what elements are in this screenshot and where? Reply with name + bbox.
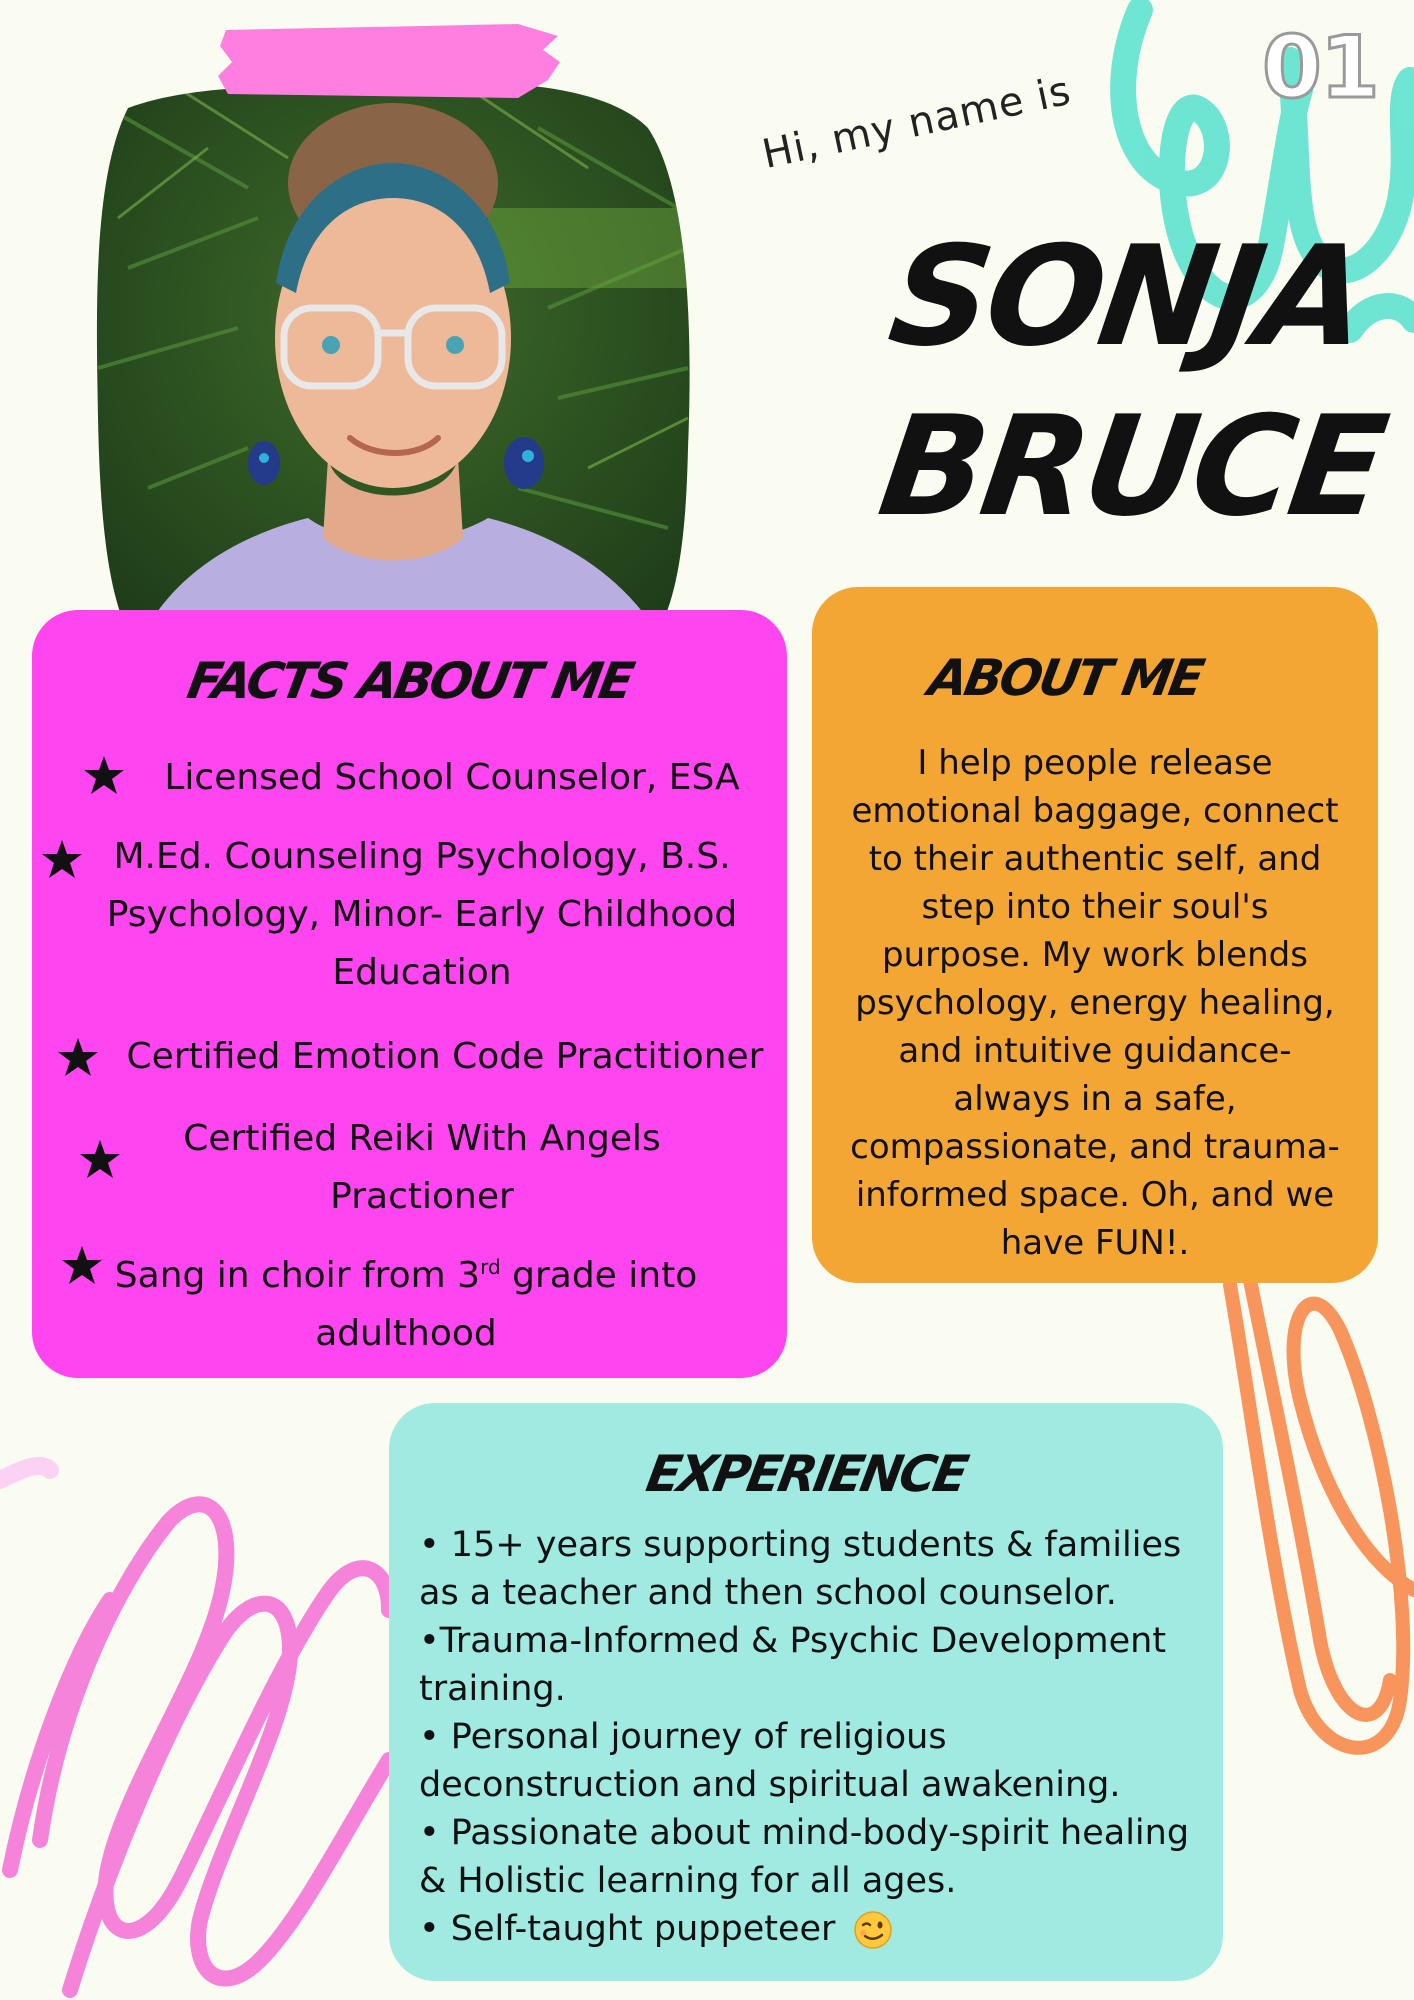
star-icon [56, 1036, 100, 1080]
fact-item: Certified Reiki With Angels Practioner [183, 1118, 661, 1217]
facts-card [32, 610, 787, 1378]
experience-line: as a teacher and then school counselor. [419, 1573, 1117, 1613]
about-text: I help people release emotional baggage, connect to their authentic self, and step into their soul's purpose. My work blends psychology, energy healing, and intuitive guidance- always in a safe, compassionate, and trauma- informed space. Oh, and we have FUN!. [850, 743, 1340, 1263]
last-name: BRUCE [870, 386, 1393, 547]
star-icon [78, 1138, 122, 1182]
fact-item: Certified Emotion Code Practitioner [126, 1036, 764, 1077]
first-name: SONJA [880, 216, 1374, 377]
experience-line: • Passionate about mind-body-spirit healing [419, 1813, 1190, 1853]
facts-title: FACTS ABOUT ME [183, 652, 636, 710]
experience-card [389, 1403, 1223, 1981]
profile-photo [88, 68, 698, 678]
greeting-text: Hi, my name is [758, 67, 1076, 178]
experience-line: training. [419, 1669, 566, 1709]
experience-line: • Self-taught puppeteer [419, 1905, 1209, 1953]
experience-line: •Trauma-Informed & Psychic Development [419, 1621, 1167, 1661]
wink-emoji-icon [853, 1910, 893, 1950]
tape-strip [218, 22, 563, 102]
experience-list [419, 1521, 1209, 1953]
about-title: ABOUT ME [924, 649, 1206, 707]
experience-title: EXPERIENCE [642, 1445, 970, 1503]
experience-line: & Holistic learning for all ages. [419, 1861, 957, 1901]
fact-item: Sang in choir from 3rd grade into adulthood [114, 1255, 698, 1354]
experience-line: deconstruction and spiritual awakening. [419, 1765, 1121, 1805]
star-icon [82, 754, 126, 798]
experience-line: • 15+ years supporting students & families [419, 1525, 1182, 1565]
page-number: 01 [1262, 18, 1378, 118]
experience-line: • Personal journey of religious [419, 1717, 947, 1757]
fact-item: Licensed School Counselor, ESA [164, 757, 740, 798]
fact-item: M.Ed. Counseling Psychology, B.S. Psychology, Minor- Early Childhood Education [106, 836, 738, 993]
about-card [812, 587, 1378, 1283]
